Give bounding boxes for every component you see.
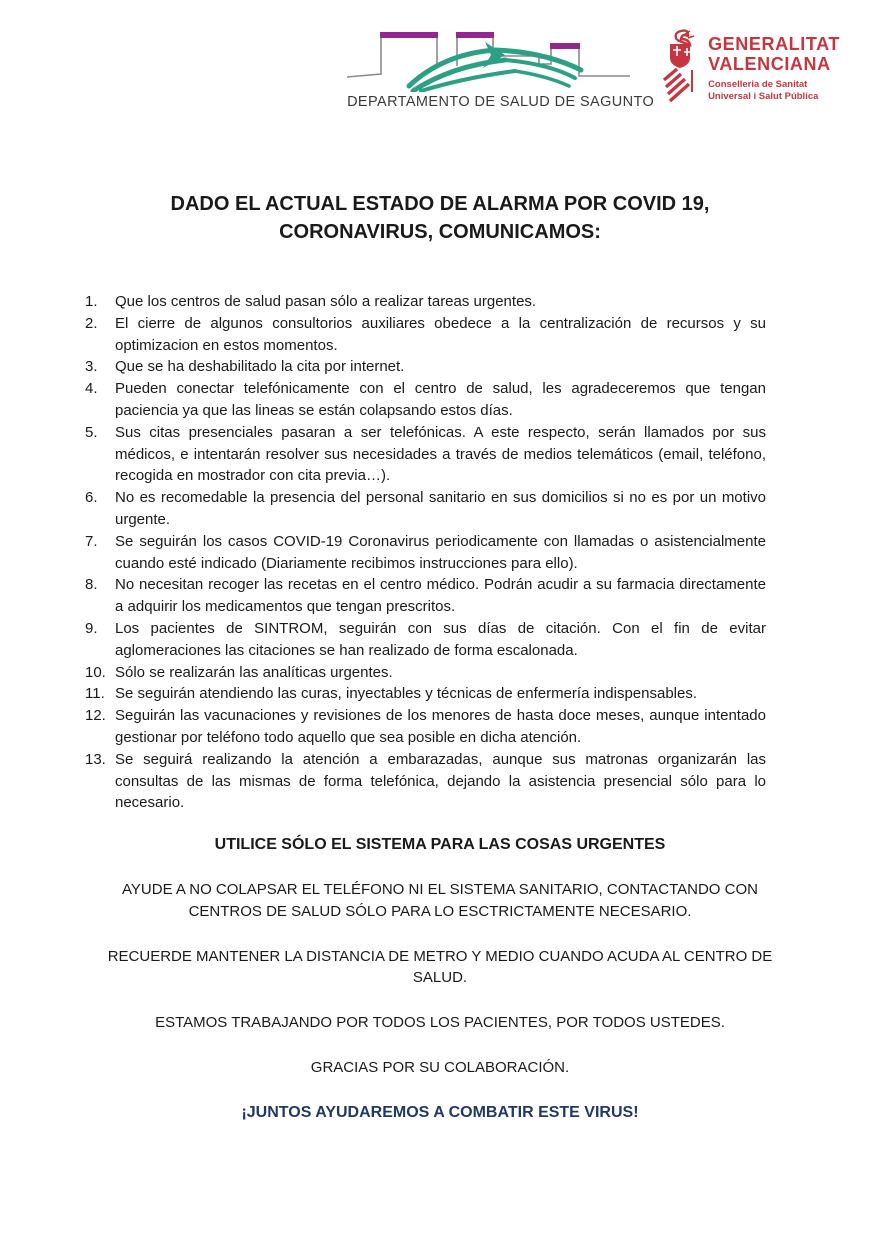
list-item-text: El cierre de algunos consultorios auxiliares obedece a la centralización de recursos y su optimizacion en estos momentos. (115, 314, 766, 354)
list-item-text: Los pacientes de SINTROM, seguirán con sus días de citación. Con el fin de evitar aglomeraciones las citaciones se han realizado de forma escalonada. (115, 619, 766, 659)
list-item-number: 9. (85, 619, 98, 637)
list-item-text: Pueden conectar telefónicamente con el centro de salud, les agradeceremos que tengan paciencia ya que las lineas se están colapsando estos días. (115, 380, 766, 419)
list-item (85, 618, 766, 662)
gva-sub-line2: Universal i Salut Pública (708, 90, 819, 102)
list-item-number: 6. (85, 489, 98, 507)
list-item-text: Sólo se realizarán las analíticas urgentes. (115, 663, 393, 681)
notice-title (0, 190, 880, 246)
list-item-number: 8. (85, 576, 98, 594)
list-item (85, 531, 766, 575)
gva-subtitle (708, 79, 840, 102)
list-item (85, 313, 766, 357)
list-item-number: 13. (85, 750, 106, 768)
list-item-text: Sus citas presenciales pasaran a ser telefónicas. A este respecto, serán llamados por sus médicos, e intentarán resolver sus necesidades a través de medios telemáticos (email, teléfono, recogida en mostrador con cita previa…). (115, 423, 766, 485)
sagunto-logo-caption: DEPARTAMENTO DE SALUD DE SAGUNTO (347, 94, 655, 110)
numbered-list (85, 291, 766, 814)
list-item (85, 705, 766, 749)
gva-crest-icon (661, 28, 699, 108)
list-item-text: Seguirán las vacunaciones y revisiones de los menores de hasta doce meses, aunque intentado gestionar por teléfono todo aquello que sea posible en dicha atención. (115, 707, 766, 746)
list-item-text: Que se ha deshabilitado la cita por internet. (115, 358, 405, 376)
gva-logo (661, 28, 840, 108)
list-item-number: 12. (85, 707, 106, 725)
footer-section (95, 834, 785, 1123)
footer-paragraph-distance: RECUERDE MANTENER LA DISTANCIA DE METRO Y MEDIO CUANDO ACUDA AL CENTRO DE SALUD. (107, 947, 773, 987)
footer-paragraph-collapse: AYUDE A NO COLAPSAR EL TELÉFONO NI EL SISTEMA SANITARIO, CONTACTANDO CON CENTROS DE SALUD SÓLO PARA LO ESCTRICTAMENTE NECESARIO. (122, 880, 758, 920)
list-item-text: Se seguirán atendiendo las curas, inyectables y técnicas de enfermería indispensables. (115, 685, 698, 703)
sagunto-logo (347, 28, 655, 110)
list-item-number: 5. (85, 423, 98, 441)
notice-title-line1: DADO EL ACTUAL ESTADO DE ALARMA POR COVID 19, (170, 193, 710, 215)
gva-name-line1: GENERALITAT (708, 34, 840, 54)
list-item-number: 10. (85, 663, 106, 681)
list-item-text: Se seguirá realizando la atención a embarazadas, aunque sus matronas organizarán las consultas de las mismas de forma telefónica, dejando la asistencia presencial sólo para lo necesario. (115, 750, 766, 812)
list-item-text: Se seguirán los casos COVID-19 Coronavirus periodicamente con llamadas o asistencialmente cuando esté indicado (Diariamente recibimos instrucciones para ello). (115, 532, 766, 572)
list-item-number: 7. (85, 532, 98, 550)
list-item (85, 422, 766, 487)
list-item-text: No necesitan recoger las recetas en el centro médico. Podrán acudir a su farmacia directamente a adquirir los medicamentos que tengan prescritos. (115, 576, 766, 616)
urgent-heading: UTILICE SÓLO EL SISTEMA PARA LAS COSAS URGENTES (214, 836, 666, 854)
list-item (85, 487, 766, 531)
gva-name-line2: VALENCIANA (708, 54, 831, 74)
gva-sub-line1: Conselleria de Sanitat (708, 79, 808, 90)
footer-paragraph-working: ESTAMOS TRABAJANDO POR TODOS LOS PACIENTES, POR TODOS USTEDES. (155, 1014, 725, 1032)
list-item-number: 2. (85, 314, 98, 332)
list-item (85, 749, 766, 814)
list-item-number: 1. (85, 293, 98, 310)
list-item (85, 683, 766, 705)
list-item-text: Que los centros de salud pasan sólo a realizar tareas urgentes. (115, 293, 537, 310)
skyline-waves-icon (347, 28, 631, 92)
list-item (85, 356, 766, 378)
notice-title-line2: CORONAVIRUS, COMUNICAMOS: (279, 221, 601, 243)
list-item-number: 3. (85, 358, 98, 376)
header (0, 0, 880, 110)
gva-logo-text (708, 28, 840, 102)
list-item (85, 291, 766, 313)
list-item (85, 378, 766, 422)
list-item-number: 4. (85, 380, 98, 398)
footer-paragraph-thanks: GRACIAS POR SU COLABORACIÓN. (310, 1058, 570, 1076)
list-item (85, 662, 766, 684)
list-item (85, 574, 766, 618)
list-item-text: No es recomedable la presencia del personal sanitario en sus domicilios si no es por un motivo urgente. (115, 489, 766, 528)
slogan-text: ¡JUNTOS AYUDAREMOS A COMBATIR ESTE VIRUS! (241, 1103, 639, 1121)
list-item-number: 11. (85, 685, 105, 703)
